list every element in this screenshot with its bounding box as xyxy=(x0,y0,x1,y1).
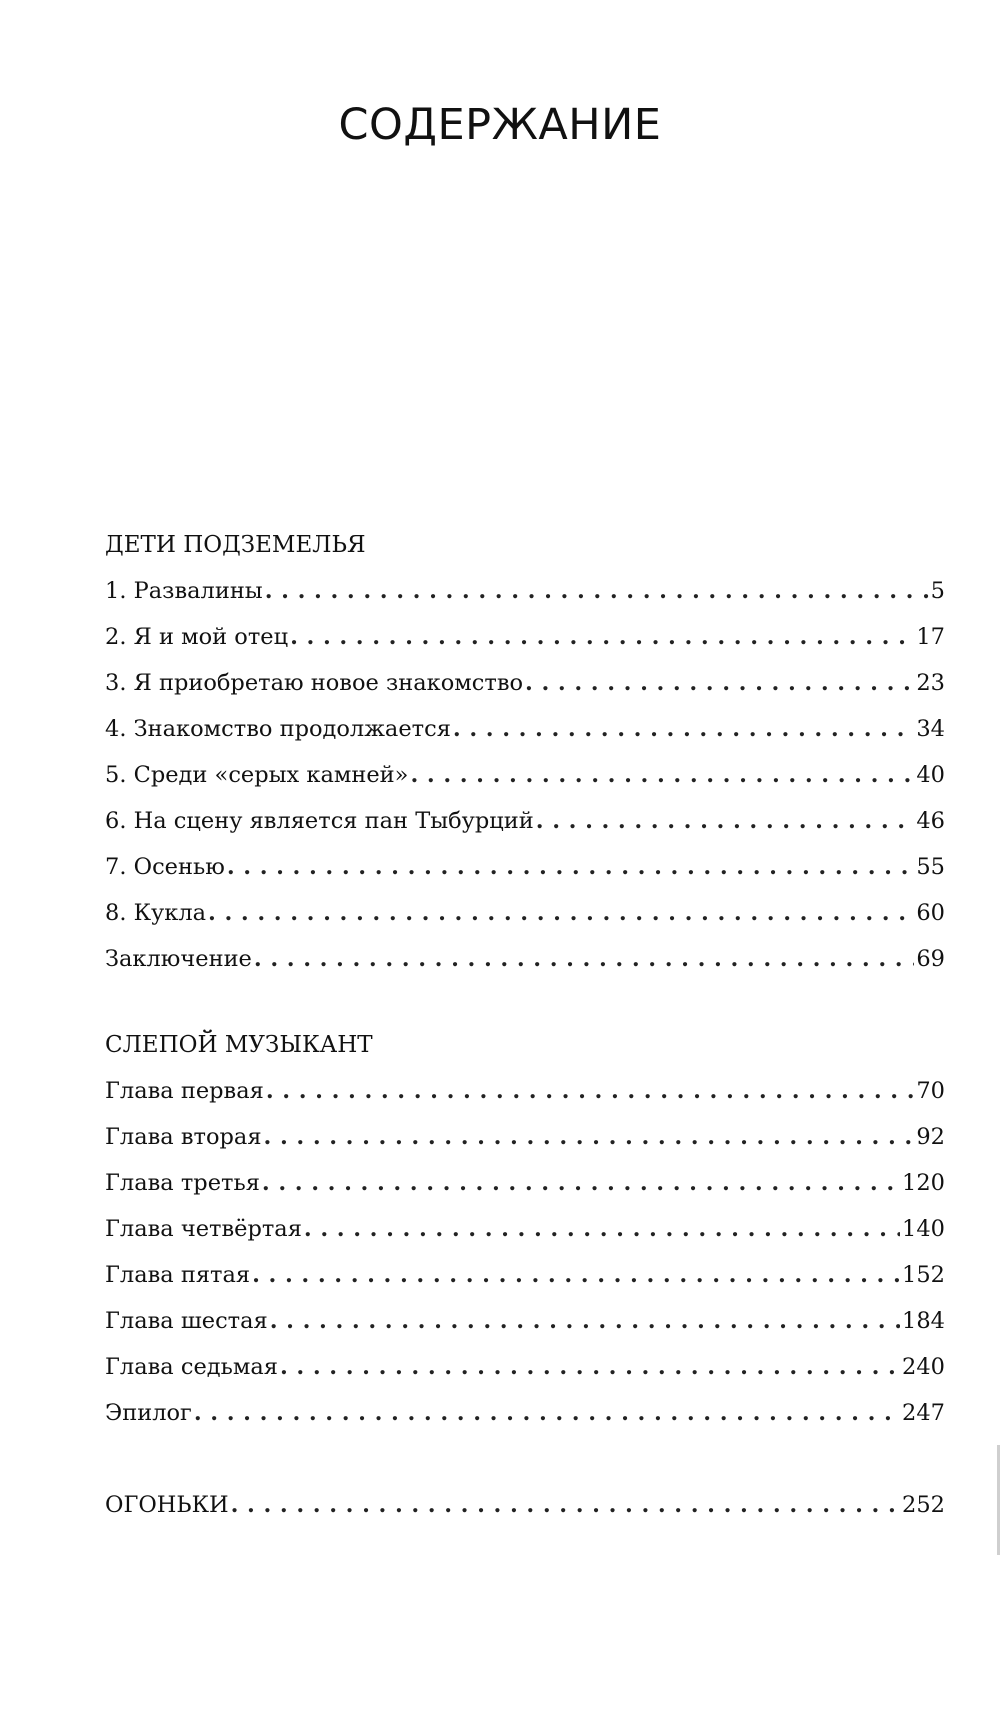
dot-leader xyxy=(280,1344,900,1390)
entry-label: Глава первая xyxy=(105,1078,264,1104)
toc-entry[interactable] xyxy=(105,1344,945,1390)
section-heading: ДЕТИ ПОДЗЕМЕЛЬЯ xyxy=(105,532,366,558)
entry-label: 5. Среди «серых камней» xyxy=(105,762,409,788)
dot-leader xyxy=(410,752,914,798)
entry-label: 3. Я приобретаю новое знакомство xyxy=(105,670,524,696)
entry-page: 40 xyxy=(916,762,945,788)
entry-label: 7. Осенью xyxy=(105,854,225,880)
toc-entry[interactable] xyxy=(105,1482,945,1528)
toc-entry[interactable] xyxy=(105,1068,945,1114)
entry-page: 240 xyxy=(902,1354,945,1380)
toc-entry[interactable] xyxy=(105,1206,945,1252)
toc-entry[interactable] xyxy=(105,752,945,798)
entry-page: 252 xyxy=(902,1492,945,1518)
entry-page: 55 xyxy=(916,854,945,880)
entry-page: 17 xyxy=(916,624,945,650)
entry-page: 70 xyxy=(916,1078,945,1104)
toc-entry[interactable] xyxy=(105,936,945,982)
dot-leader xyxy=(265,568,929,614)
toc-entry[interactable] xyxy=(105,798,945,844)
entry-label: 4. Знакомство продолжается xyxy=(105,716,451,742)
toc-entry[interactable] xyxy=(105,1114,945,1160)
dot-leader xyxy=(525,660,914,706)
entry-page: 34 xyxy=(916,716,945,742)
entry-page: 60 xyxy=(916,900,945,926)
entry-label: Заключение xyxy=(105,946,252,972)
toc-section-deti-podzemelya xyxy=(105,522,945,982)
entry-page: 23 xyxy=(916,670,945,696)
entry-page: 92 xyxy=(916,1124,945,1150)
dot-leader xyxy=(453,706,914,752)
dot-leader xyxy=(262,1160,900,1206)
toc-entry[interactable] xyxy=(105,1298,945,1344)
dot-leader xyxy=(208,890,914,936)
dot-leader xyxy=(536,798,915,844)
entry-label: 1. Развалины xyxy=(105,578,263,604)
entry-page: 152 xyxy=(902,1262,945,1288)
dot-leader xyxy=(227,844,915,890)
entry-page: 5 xyxy=(930,578,945,604)
dot-leader xyxy=(270,1298,900,1344)
toc-entry[interactable] xyxy=(105,890,945,936)
page-title: СОДЕРЖАНИЕ xyxy=(338,100,662,150)
dot-leader xyxy=(264,1114,915,1160)
entry-page: 120 xyxy=(902,1170,945,1196)
toc-entry[interactable] xyxy=(105,614,945,660)
dot-leader xyxy=(290,614,914,660)
entry-label: 8. Кукла xyxy=(105,900,207,926)
section-heading: СЛЕПОЙ МУЗЫКАНТ xyxy=(105,1032,373,1058)
dot-leader xyxy=(304,1206,900,1252)
dot-leader xyxy=(231,1482,900,1528)
toc-entry[interactable] xyxy=(105,1390,945,1436)
entry-label: Глава седьмая xyxy=(105,1354,278,1380)
entry-label: 6. На сцену является пан Тыбурций xyxy=(105,808,534,834)
entry-page: 184 xyxy=(902,1308,945,1334)
entry-label: ОГОНЬКИ xyxy=(105,1492,229,1518)
entry-label: Глава четвёртая xyxy=(105,1216,302,1242)
dot-leader xyxy=(252,1252,900,1298)
entry-label: Глава вторая xyxy=(105,1124,262,1150)
dot-leader xyxy=(254,936,914,982)
entry-page: 46 xyxy=(916,808,945,834)
toc-section-ogonki xyxy=(105,1482,945,1528)
entry-page: 140 xyxy=(902,1216,945,1242)
entry-label: 2. Я и мой отец xyxy=(105,624,289,650)
toc-entry[interactable] xyxy=(105,706,945,752)
toc-section-slepoy-muzykant xyxy=(105,1022,945,1436)
toc-entry[interactable] xyxy=(105,660,945,706)
dot-leader xyxy=(194,1390,900,1436)
entry-label: Эпилог xyxy=(105,1400,192,1426)
entry-label: Глава шестая xyxy=(105,1308,268,1334)
entry-page: 69 xyxy=(916,946,945,972)
dot-leader xyxy=(266,1068,915,1114)
entry-label: Глава третья xyxy=(105,1170,260,1196)
toc-entry[interactable] xyxy=(105,1252,945,1298)
toc-entry[interactable] xyxy=(105,1160,945,1206)
entry-label: Глава пятая xyxy=(105,1262,251,1288)
toc-entry[interactable] xyxy=(105,568,945,614)
toc-entry[interactable] xyxy=(105,844,945,890)
entry-page: 247 xyxy=(902,1400,945,1426)
